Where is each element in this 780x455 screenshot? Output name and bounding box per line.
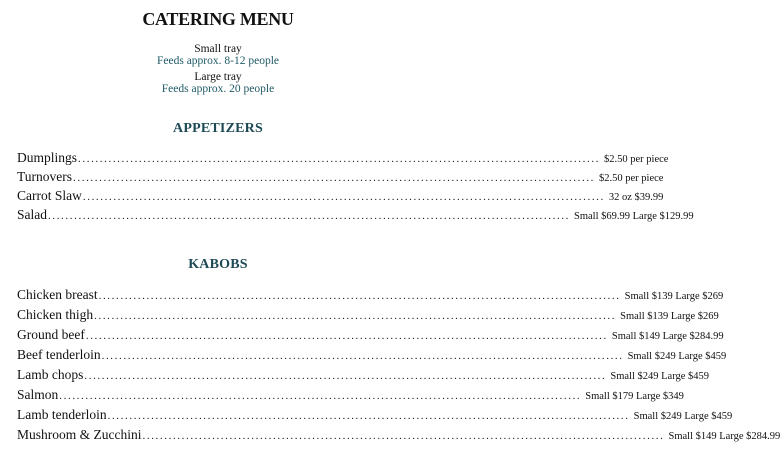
menu-title: CATERING MENU bbox=[142, 9, 294, 29]
dot-leader: ........................................................................................................................ bbox=[142, 430, 665, 442]
item-price: Small $139 Large $269 bbox=[624, 291, 724, 302]
dot-leader: ........................................................................................................................ bbox=[94, 310, 617, 322]
item-name: Chicken thigh bbox=[17, 307, 94, 322]
small-tray-info bbox=[0, 43, 436, 67]
menu-item bbox=[17, 207, 694, 225]
dot-leader: ........................................................................................................................ bbox=[82, 191, 605, 203]
menu-item bbox=[17, 307, 719, 325]
tray-feeds: Feeds approx. 8-12 people bbox=[157, 55, 279, 67]
item-price: $2.50 per piece bbox=[604, 154, 669, 165]
dot-leader: ........................................................................................................................ bbox=[101, 350, 624, 362]
menu-item bbox=[17, 327, 724, 345]
item-price: Small $249 Large $459 bbox=[610, 371, 710, 382]
menu-item bbox=[17, 188, 664, 206]
item-price: Small $149 Large $284.99 bbox=[611, 331, 724, 342]
menu-item bbox=[17, 407, 733, 425]
dot-leader: ........................................................................................................................ bbox=[107, 410, 630, 422]
item-name: Salmon bbox=[17, 387, 59, 402]
section-heading-kabobs: KABOBS bbox=[188, 257, 248, 272]
menu-item bbox=[17, 387, 684, 405]
tray-name: Large tray bbox=[194, 71, 242, 83]
item-price: 32 oz $39.99 bbox=[608, 192, 664, 203]
item-name: Beef tenderloin bbox=[17, 347, 101, 362]
menu-item bbox=[17, 150, 669, 168]
item-price: Small $69.99 Large $129.99 bbox=[574, 211, 694, 222]
item-name: Ground beef bbox=[17, 327, 85, 342]
item-price: Small $179 Large $349 bbox=[585, 391, 684, 402]
item-name: Lamb chops bbox=[17, 367, 84, 382]
item-name: Mushroom & Zucchini bbox=[17, 427, 142, 442]
tray-name: Small tray bbox=[194, 43, 242, 55]
menu-item bbox=[17, 169, 664, 187]
large-tray-info bbox=[0, 71, 436, 95]
item-name: Salad bbox=[17, 207, 47, 222]
dot-leader: ........................................................................................................................ bbox=[78, 153, 601, 165]
item-price: Small $149 Large $284.99 bbox=[668, 431, 780, 442]
tray-feeds: Feeds approx. 20 people bbox=[161, 83, 275, 95]
item-price: $2.50 per piece bbox=[599, 173, 664, 184]
menu-item bbox=[17, 347, 727, 365]
item-price: Small $249 Large $459 bbox=[633, 411, 733, 422]
item-name: Dumplings bbox=[17, 150, 78, 165]
menu-item bbox=[17, 287, 724, 305]
dot-leader: ........................................................................................................................ bbox=[98, 290, 621, 302]
item-name: Carrot Slaw bbox=[17, 188, 82, 203]
item-name: Lamb tenderloin bbox=[17, 407, 107, 422]
dot-leader: ........................................................................................................................ bbox=[73, 172, 596, 184]
menu-item bbox=[17, 367, 710, 385]
menu-item bbox=[17, 427, 780, 445]
item-price: Small $249 Large $459 bbox=[627, 351, 727, 362]
item-name: Turnovers bbox=[17, 169, 73, 184]
item-name: Chicken breast bbox=[17, 287, 98, 302]
section-heading-appetizers: APPETIZERS bbox=[173, 121, 263, 136]
dot-leader: ........................................................................................................................ bbox=[59, 390, 582, 402]
dot-leader: ........................................................................................................................ bbox=[85, 330, 608, 342]
dot-leader: ........................................................................................................................ bbox=[48, 210, 570, 222]
dot-leader: ........................................................................................................................ bbox=[84, 370, 607, 382]
item-price: Small $139 Large $269 bbox=[620, 311, 719, 322]
